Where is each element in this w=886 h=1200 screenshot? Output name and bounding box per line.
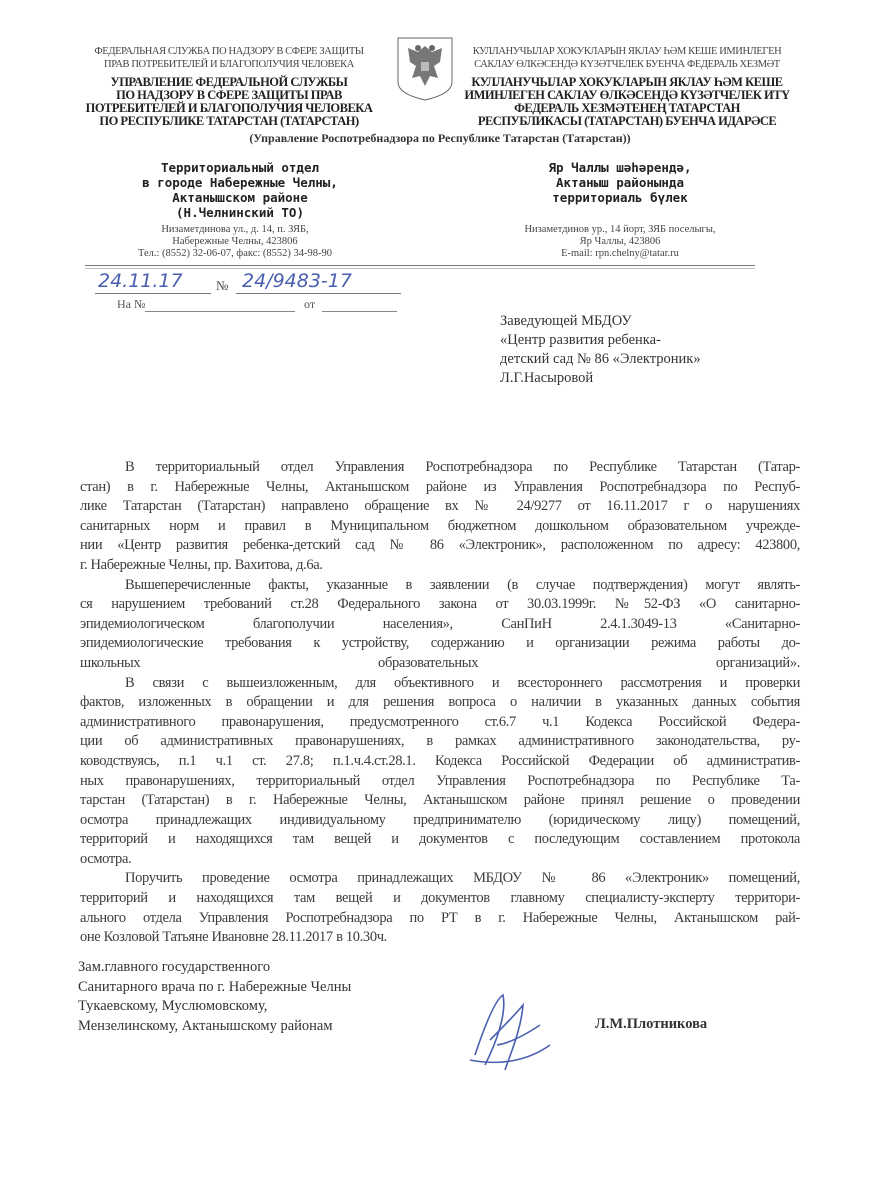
number-underline bbox=[236, 293, 401, 294]
text-line: санитарных норм и правил в Муниципальном бюджетном дошкольном образовательном учрежде- bbox=[80, 517, 800, 534]
text-line: нии «Центр развития ребенка-детский сад № 86 «Электроник», расположенном по адресу: 423800, bbox=[80, 537, 800, 554]
text-line: осмотра. bbox=[80, 850, 132, 867]
address-line: Тел.: (8552) 32-06-07, факс: (8552) 34-98-90 bbox=[137, 248, 333, 259]
header-divider-thin bbox=[85, 268, 755, 269]
dept-line: (Н.Челнинский ТО) bbox=[176, 205, 304, 220]
text-line: ального отдела Управления Роспотребнадзора по РТ в г. Набережные Челны, Актанышском рай- bbox=[80, 909, 800, 926]
text-line: Вышеперечисленные факты, указанные в заявлении (в случае подтверждения) могут являть- bbox=[125, 576, 800, 593]
letter-body bbox=[80, 458, 800, 948]
paragraph-2 bbox=[80, 576, 800, 674]
dept-line: в городе Набережные Челны, bbox=[142, 175, 338, 190]
header-line: ФЕДЕРАЛЬ ХЕЗМӘТЕНЕҢ ТАТАРСТАН bbox=[514, 101, 740, 115]
address-line: E-mail: rpn.chelny@tatar.ru bbox=[561, 248, 679, 259]
reply-number-line bbox=[145, 311, 295, 312]
text-line: территорий и находящихся там вещей и документов с последующим составлением протокола bbox=[80, 831, 800, 848]
address-ru bbox=[90, 224, 380, 260]
position-line: Санитарного врача по г. Набережные Челны bbox=[78, 978, 352, 995]
dept-line: Актанышском районе bbox=[172, 190, 308, 205]
paragraph-4 bbox=[80, 869, 800, 947]
position-line: Тукаевскому, Муслюмовскому, bbox=[78, 998, 268, 1014]
text-line: школьных образовательных организаций». bbox=[80, 654, 800, 671]
handwritten-signature bbox=[455, 985, 555, 1085]
header-line: ПО РЕСПУБЛИКЕ ТАТАРСТАН (ТАТАРСТАН) bbox=[99, 114, 359, 128]
number-label: № bbox=[216, 278, 229, 293]
header-line: ПО НАДЗОРУ В СФЕРЕ ЗАЩИТЫ ПРАВ bbox=[116, 88, 342, 102]
address-line: Низаметдинов ур., 14 йорт, ЗЯБ поселыгы, bbox=[524, 224, 716, 235]
header-line: ИМИНЛЕГЕН САКЛАУ ӨЛКӘСЕНДӘ КҮЗӘТЧЕЛЕК ИТҮ bbox=[464, 88, 790, 102]
addressee-block bbox=[500, 312, 701, 388]
addressee-line: Заведующей МБДОУ bbox=[500, 313, 632, 329]
text-line: эпидемиологическом благополучии населения», СанПиН 2.4.1.3049-13 «Санитарно- bbox=[80, 615, 800, 632]
text-line: ководствуясь, п.1 ч.1 ст. 27.8; п.1.ч.4.ст.28.1. Кодекса Российской Федерации об административ- bbox=[80, 752, 800, 769]
outgoing-number: 24/9483-17 bbox=[242, 270, 352, 292]
text-line: тарстан (Татарстан) в г. Набережные Челны, Актанышском районе принял решение о проведении bbox=[80, 792, 800, 809]
text-line: ся нарушением требований ст.28 Федерального закона от 30.03.1999г. №52-ФЗ «О санитарно- bbox=[80, 596, 800, 613]
paragraph-1 bbox=[80, 458, 800, 576]
text-line: Поручить проведение осмотра принадлежащих МБДОУ № 86 «Электроник» помещений, bbox=[125, 870, 800, 887]
department-name-ru bbox=[70, 76, 388, 128]
dept-line: Актаныш районында bbox=[556, 175, 684, 190]
position-line: Мензелинскому, Актанышскому районам bbox=[78, 1017, 333, 1034]
signatory-name: Л.М.Плотникова bbox=[595, 1016, 708, 1032]
addressee-line: детский сад № 86 «Электроник» bbox=[500, 351, 701, 367]
text-line: стан) в г. Набережные Челны, Актанышском районе из Управления Роспотребнадзора по Респуб- bbox=[80, 478, 800, 495]
dept-line: территориаль бүлек bbox=[552, 190, 688, 205]
date-underline bbox=[95, 293, 211, 294]
agency-name-tt bbox=[462, 46, 792, 71]
header-divider bbox=[85, 265, 755, 266]
address-line: Низаметдинова ул., д. 14, п. ЗЯБ, bbox=[161, 224, 309, 235]
addressee-line: Л.Г.Насыровой bbox=[500, 370, 594, 386]
header-line: ПРАВ ПОТРЕБИТЕЛЕЙ И БЛАГОПОЛУЧИЯ ЧЕЛОВЕКА bbox=[104, 58, 354, 70]
address-line: Яр Чаллы, 423806 bbox=[579, 236, 661, 247]
text-line: осмотра принадлежащих индивидуальному предпринимателю (юридическому лицу) помещений, bbox=[80, 811, 800, 828]
department-name-tt bbox=[462, 76, 792, 128]
agency-name-ru bbox=[70, 46, 388, 71]
header-line: САКЛАУ ӨЛКӘСЕНДӘ КҮЗӘТЧЕЛЕК БУЕНЧА ФЕДЕРАЛЬ ХЕЗМӘТ bbox=[474, 58, 780, 70]
text-line: ных правонарушениях, территориальный отдел Управления Роспотребнадзора по Республике Та- bbox=[80, 772, 800, 789]
reply-date-line bbox=[322, 311, 397, 312]
header-line: ФЕДЕРАЛЬНАЯ СЛУЖБА ПО НАДЗОРУ В СФЕРЕ ЗАЩИТЫ bbox=[94, 46, 364, 57]
address-line: Набережные Челны, 423806 bbox=[172, 236, 298, 247]
text-line: фактов, изложенных в обращении и для решения вопроса о наличии в указанных данных события bbox=[80, 694, 800, 711]
text-line: административного правонарушения, предусмотренного ст.6.7 ч.1 Кодекса Российской Федера- bbox=[80, 713, 800, 730]
paragraph-3 bbox=[80, 674, 800, 870]
dept-line: Яр Чаллы шәһәрендә, bbox=[548, 160, 692, 175]
text-line: оне Козловой Татьяне Ивановне 28.11.2017 в 10.30ч. bbox=[80, 929, 387, 946]
outgoing-date: 24.11.17 bbox=[98, 270, 183, 292]
text-line: В территориальный отдел Управления Роспотребнадзора по Республике Татарстан (Татар- bbox=[125, 459, 800, 475]
reply-to-label: На № bbox=[117, 297, 146, 311]
signatory-position bbox=[78, 958, 351, 1036]
text-line: лике Татарстан (Татарстан) направлено обращение вх № 24/9277 от 16.11.2017 г о нарушениях bbox=[80, 498, 800, 515]
dept-line: Территориальный отдел bbox=[160, 160, 320, 175]
header-line: КУЛЛАНУЧЫЛАР ХОКУКЛАРЫН ЯКЛАУ ҺӘМ КЕШЕ ИМИНЛЕГЕН bbox=[472, 46, 782, 57]
coat-of-arms-emblem bbox=[394, 36, 456, 102]
territorial-dept-ru bbox=[110, 160, 370, 220]
from-label: от bbox=[304, 297, 316, 311]
header-line: УПРАВЛЕНИЕ ФЕДЕРАЛЬНОЙ СЛУЖБЫ bbox=[110, 75, 348, 89]
text-line: ции об административных правонарушениях, в рамках административного законодательства, ру- bbox=[80, 733, 800, 750]
position-line: Зам.главного государственного bbox=[78, 959, 271, 975]
header-line: КУЛЛАНУЧЫЛАР ХОКУКЛАРЫН ЯКЛАУ ҺӘМ КЕШЕ bbox=[471, 75, 783, 89]
text-line: эпидемиологические требования к устройству, содержанию и организации режима работы до- bbox=[80, 635, 800, 652]
territorial-dept-tt bbox=[490, 160, 750, 205]
header-line: РЕСПУБЛИКАСЫ (ТАТАРСТАН) БУЕНЧА ИДАРӘСЕ bbox=[477, 114, 777, 128]
addressee-line: «Центр развития ребенка- bbox=[500, 332, 661, 348]
text-line: г. Набережные Челны, пр. Вахитова, д.6а. bbox=[80, 556, 323, 573]
text-line: В связи с вышеизложенным, для объективного и всестороннего рассмотрения и проверки bbox=[125, 674, 800, 691]
short-name: (Управление Роспотребнадзора по Республике Татарстан (Татарстан)) bbox=[249, 131, 631, 145]
address-tt bbox=[475, 224, 765, 260]
header-line: ПОТРЕБИТЕЛЕЙ И БЛАГОПОЛУЧИЯ ЧЕЛОВЕКА bbox=[85, 101, 373, 115]
text-line: территорий и находящихся там вещей и документов главному специалисту-эксперту территори- bbox=[80, 890, 800, 907]
